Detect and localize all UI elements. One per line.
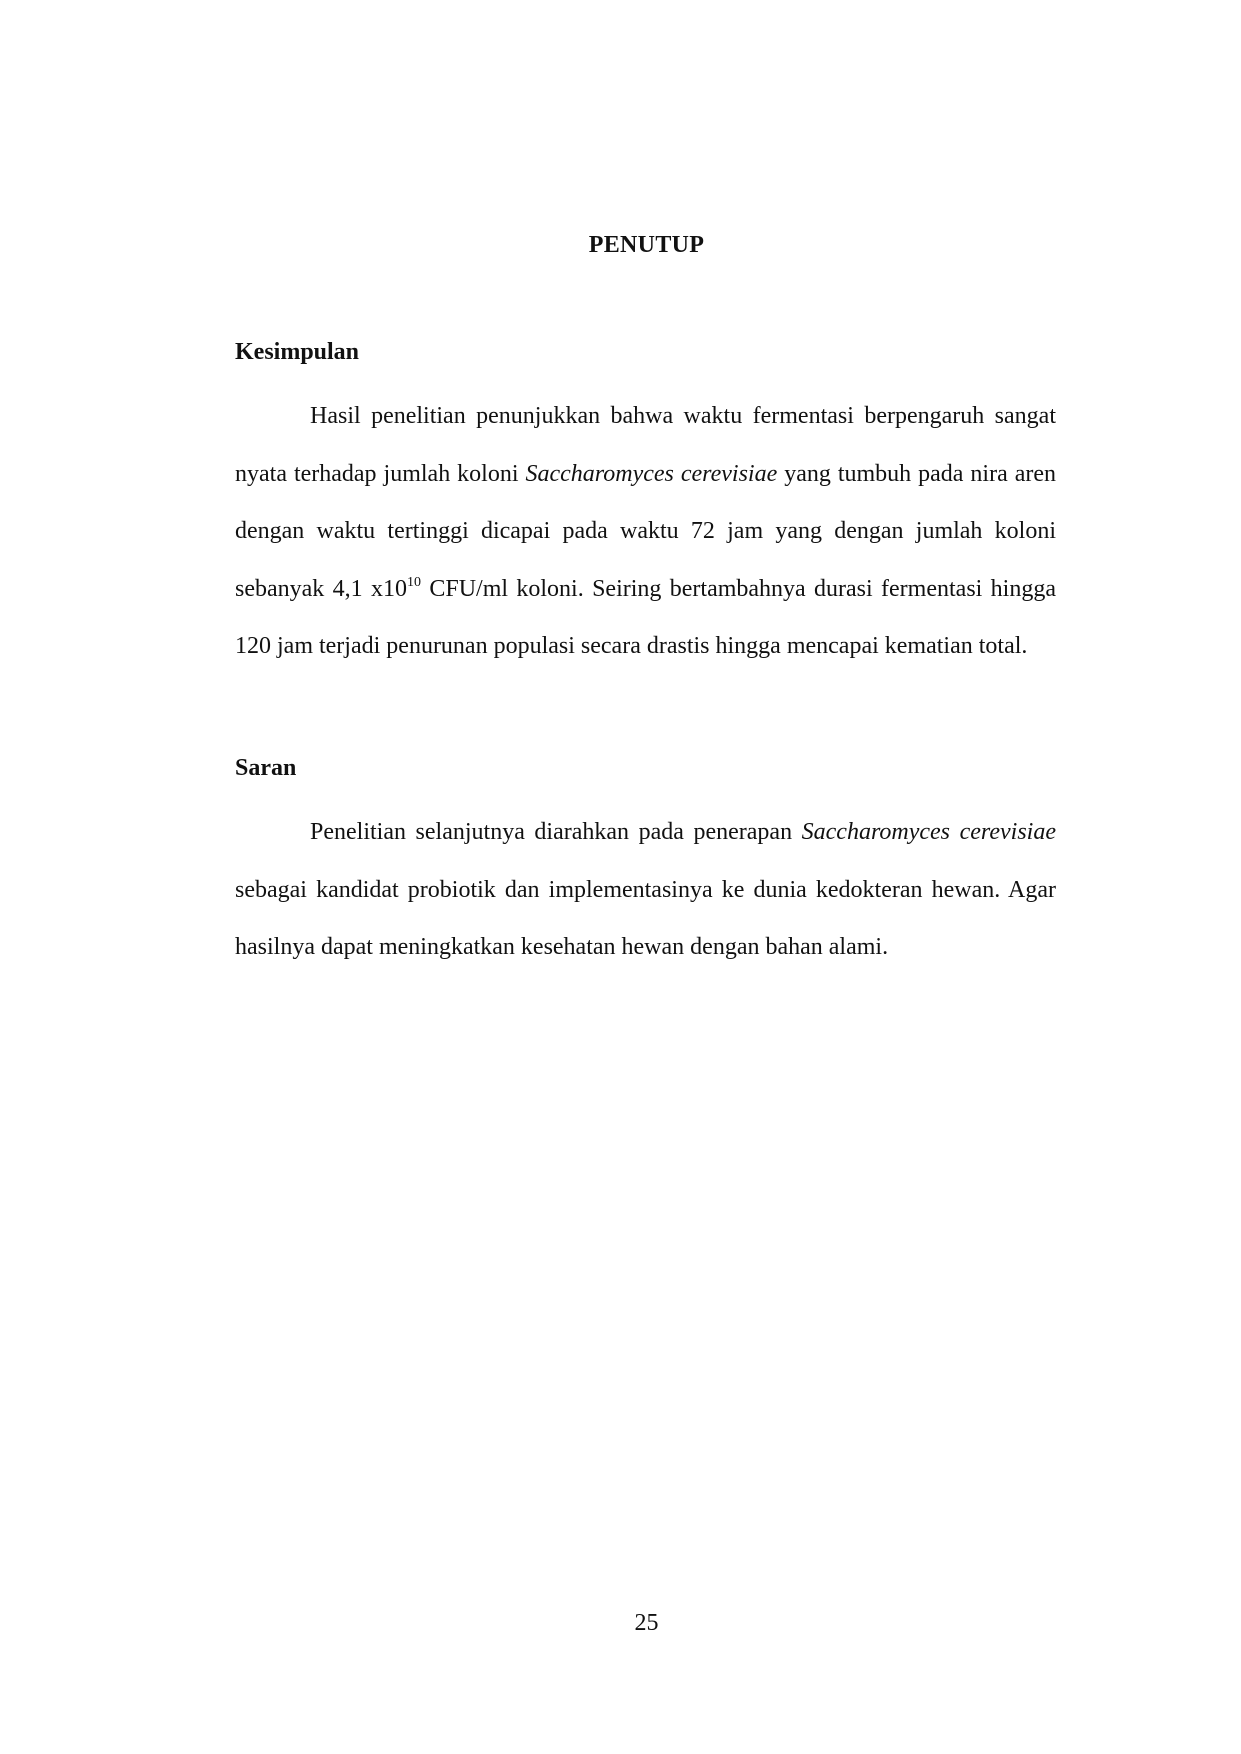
text-segment: CFU/ml koloni. Seiring bertambahnya durasi fermentasi hingga 120 jam terjadi penurunan populasi secara drastis hingga mencapai kematian total.	[235, 575, 1056, 659]
page-number: 25	[634, 1610, 659, 1636]
exponent: 10	[407, 574, 421, 590]
section-kesimpulan	[235, 336, 1056, 676]
text-segment: Hasil penelitian penunjukkan bahwa waktu fermentasi berpengaruh sangat nyata terhadap jumlah koloni	[235, 403, 1056, 487]
text-segment: sebagai kandidat probiotik dan implementasinya ke dunia kedokteran hewan. Agar hasilnya dapat meningkatkan kesehatan hewan dengan bahan alami.	[235, 876, 1056, 960]
paragraph-kesimpulan	[235, 388, 1056, 676]
section-heading-saran: Saran	[235, 755, 297, 781]
species-name: Saccharomyces cerevisiae	[801, 819, 1056, 845]
chapter-title: PENUTUP	[588, 232, 705, 258]
paragraph-saran	[235, 804, 1056, 977]
text-segment: Penelitian selanjutnya diarahkan pada penerapan	[310, 819, 802, 845]
section-saran	[235, 752, 1056, 977]
text-segment: yang tumbuh pada nira aren dengan waktu tertinggi dicapai pada waktu 72 jam yang dengan jumlah koloni sebanyak 4,1 x10	[235, 460, 1056, 602]
species-name: Saccharomyces cerevisiae	[525, 460, 778, 487]
section-heading-kesimpulan: Kesimpulan	[235, 339, 360, 365]
